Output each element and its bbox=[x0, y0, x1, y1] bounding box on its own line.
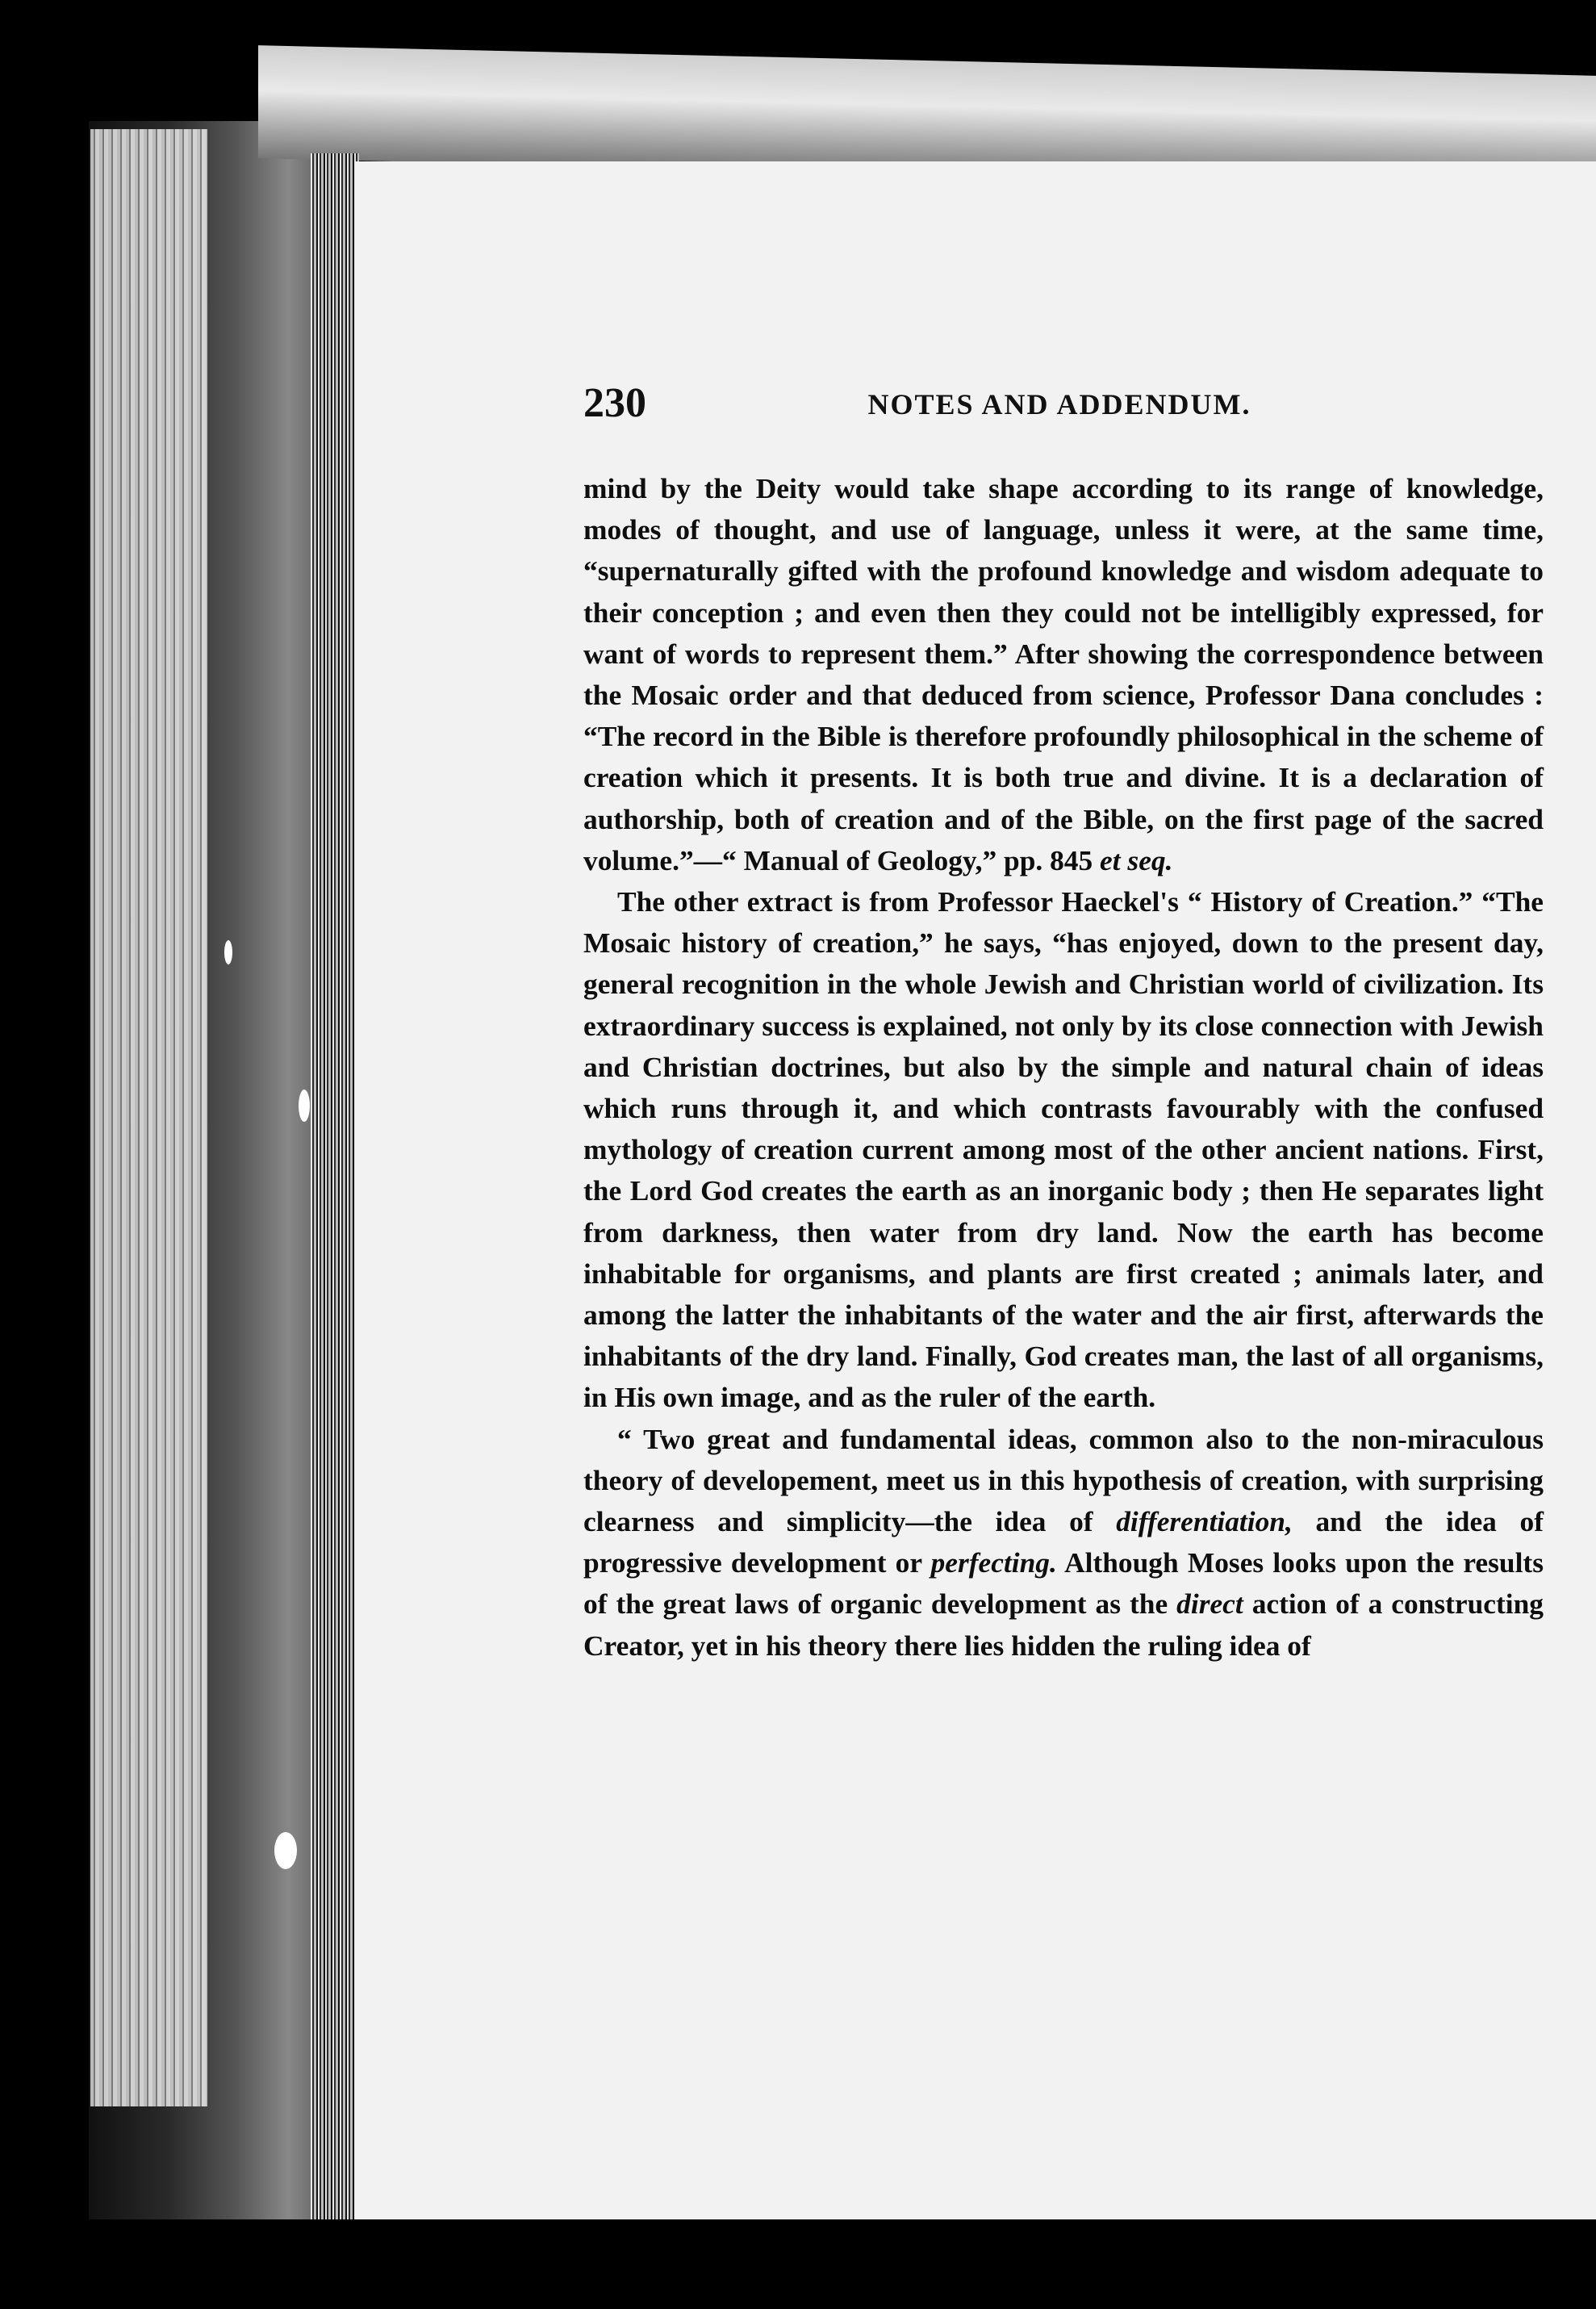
running-head bbox=[583, 379, 1596, 436]
page-gutter bbox=[311, 153, 359, 2219]
paragraph-3-text-b: and the idea of progressive development or bbox=[583, 1505, 1544, 1579]
paragraph-3-text-c: Although Moses looks upon the results of the great laws of organic development as the bbox=[583, 1546, 1544, 1621]
book-page bbox=[355, 161, 1596, 2219]
paragraph-3-italic-1: differentiation, bbox=[1116, 1505, 1293, 1538]
paragraph-3-text-a: “ Two great and fundamental ideas, common also to the non-miraculous theory of developement, meet us in this hypothesis of creation, with surprising clearness and simplicity—the idea of bbox=[583, 1422, 1544, 1538]
page-stack-edge bbox=[90, 129, 207, 2106]
body-text bbox=[583, 468, 1544, 1667]
paragraph-1 bbox=[583, 468, 1544, 881]
page-number: 230 bbox=[583, 380, 646, 426]
paragraph-3-italic-3: direct bbox=[1176, 1587, 1243, 1621]
paragraph-1-italic: et seq. bbox=[1100, 843, 1173, 876]
paragraph-1-text: mind by the Deity would take shape according to its range of knowledge, modes of thought, and use of language, unless it were, at the same time, “supernaturally gifted with the profound knowledge and wisdom adequate to their conception ; and even then they could not be intelligibly expressed, for want of words to represent them.” After showing the correspondence between the Mosaic order and that deduced from science, Professor Dana concludes : “The record in the Bible is therefore profoundly philosophical in the scheme of creation which it presents. It is both true and divine. It is a declaration of authorship, both of creation and of the Bible, on the first page of the sacred volume.”—“ Manual of Geology,” pp. 845 bbox=[583, 472, 1544, 876]
paragraph-3 bbox=[583, 1419, 1544, 1667]
paragraph-3-text-d: action of a constructing Creator, yet in his theory there lies hidden the ruling idea of bbox=[583, 1587, 1544, 1662]
paragraph-2: The other extract is from Professor Haeckel's “ History of Creation.” “The Mosaic history of creation,” he says, “has enjoyed, down to the present day, general recognition in the whole Jewish and Christian world of civilization. Its extraordinary success is explained, not only by its close connection with Jewish and Christian doctrines, but also by the simple and natural chain of ideas which runs through it, and which contrasts favourably with the confused mythology of creation current among most of the other ancient nations. First, the Lord God creates the earth as an inorganic body ; then He separates light from darkness, then water from dry land. Now the earth has become inhabitable for organisms, and plants are first created ; animals later, and among the latter the inhabitants of the water and the air first, afterwards the inhabitants of the dry land. Finally, God creates man, the last of all organisms, in His own image, and as the ruler of the earth. bbox=[583, 885, 1544, 1414]
scan-speck bbox=[274, 1832, 297, 1869]
paragraph-3-italic-2: perfecting. bbox=[930, 1546, 1057, 1579]
scan-speck bbox=[224, 940, 232, 964]
scan-speck bbox=[299, 1090, 310, 1122]
page-title: NOTES AND ADDENDUM. bbox=[867, 388, 1251, 420]
